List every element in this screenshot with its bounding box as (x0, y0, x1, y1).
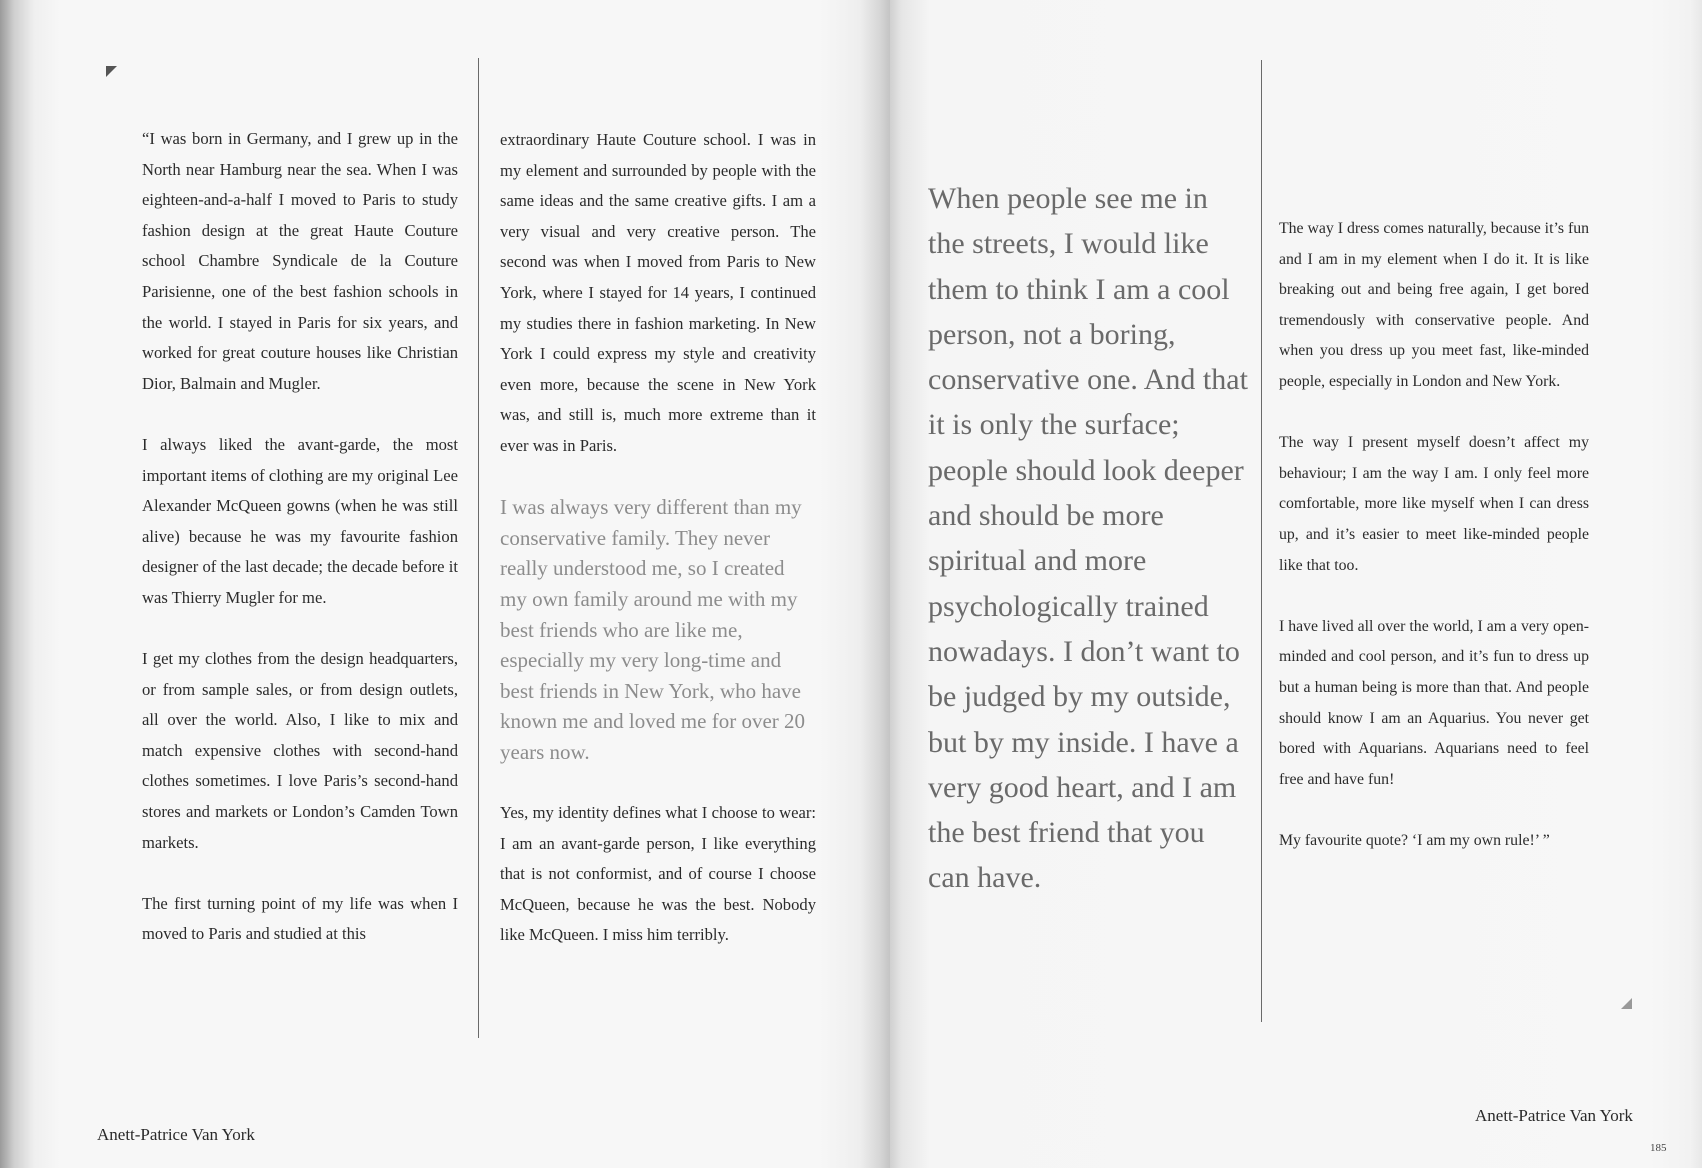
paragraph: I have lived all over the world, I am a very open-minded and cool person, and it’s fun to dress up but a human being is more than that. And people should know I am an Aquarius. You never get bored with Aquarians. Aquarians need to feel free and have fun! (1279, 617, 1589, 788)
corner-triangle-mark (106, 66, 117, 77)
paragraph: The way I dress comes naturally, because it’s fun and I am in my element when I do it. It is like breaking out and being free again, I get bored tremendously with conservative people. And when you dress up you meet fast, like-minded people, especially in London and New York. (1279, 220, 1589, 390)
right-column (1279, 214, 1589, 856)
paragraph: The way I present myself doesn’t affect my behaviour; I am the way I am. I only feel more comfortable, more like myself when I can dress up, and it’s easier to meet like-minded people like that too. (1279, 434, 1589, 574)
paragraph: “I was born in Germany, and I grew up in the North near Hamburg near the sea. When I was eighteen-and-a-half I moved to Paris to study fashion design at the great Haute Couture school Chambre Syndicale de la Couture Parisienne, one of the best fashion schools in the world. I stayed in Paris for six years, and worked for great couture houses like Christian Dior, Balmain and Mugler. (142, 129, 458, 393)
paragraph: I always liked the avant-garde, the most important items of clothing are my original Lee Alexander McQueen gowns (when he was still alive) because he was my favourite fashion designer of the last decade; the decade before it was Thierry Mugler for me. (142, 434, 458, 607)
column-divider (478, 58, 479, 1038)
pull-quote: I was always very different than my conservative family. They never really understood me, so I created my own family around me with my best friends who are like me, especially my very long-time and best friends in New York, who have known me and loved me for over 20 years now. (500, 495, 806, 764)
left-column-2 (500, 125, 816, 951)
paragraph: I get my clothes from the design headquarters, or from sample sales, or from design outlets, all over the world. Also, I like to mix and match expensive clothes with second-hand clothes sometimes. I love Paris’s second-hand stores and markets or London’s Camden Town markets. (142, 649, 458, 852)
footer-author-name: Anett-Patrice Van York (1475, 1106, 1633, 1125)
large-pull-quote: When people see me in the streets, I would like them to think I am a cool person, not a boring, conservative one. And that it is only the surface; people should look deeper and should be more spiritual and more psychologically trained nowadays. I don’t want to be judged by my outside, but by my inside. I have a very good heart, and I am the best friend that you can have. (928, 182, 1248, 895)
paragraph: The first turning point of my life was when I moved to Paris and studied at this (142, 893, 458, 944)
paragraph: Yes, my identity defines what I choose to wear: I am an avant-garde person, I like everything that is not conformist, and of course I choose McQueen, because he was the best. Nobody like McQueen. I miss him terribly. (500, 803, 816, 945)
column-divider (1261, 60, 1262, 1022)
right-page (890, 0, 1702, 1168)
corner-triangle-mark (1621, 998, 1632, 1009)
footer-author-name: Anett-Patrice Van York (97, 1125, 255, 1144)
left-column-1 (142, 124, 458, 950)
paragraph: extraordinary Haute Couture school. I was in my element and surrounded by people with the same ideas and the same creative gifts. I am a very visual and very creative person. The second was when I moved from Paris to New York, where I stayed for 14 years, I continued my studies there in fashion marketing. In New York I could express my style and creativity even more, because the scene in New York was, and still is, much more extreme than it ever was in Paris. (500, 130, 816, 455)
paragraph: My favourite quote? ‘I am my own rule!’ ” (1279, 831, 1550, 849)
page-number: 185 (1650, 1142, 1667, 1154)
